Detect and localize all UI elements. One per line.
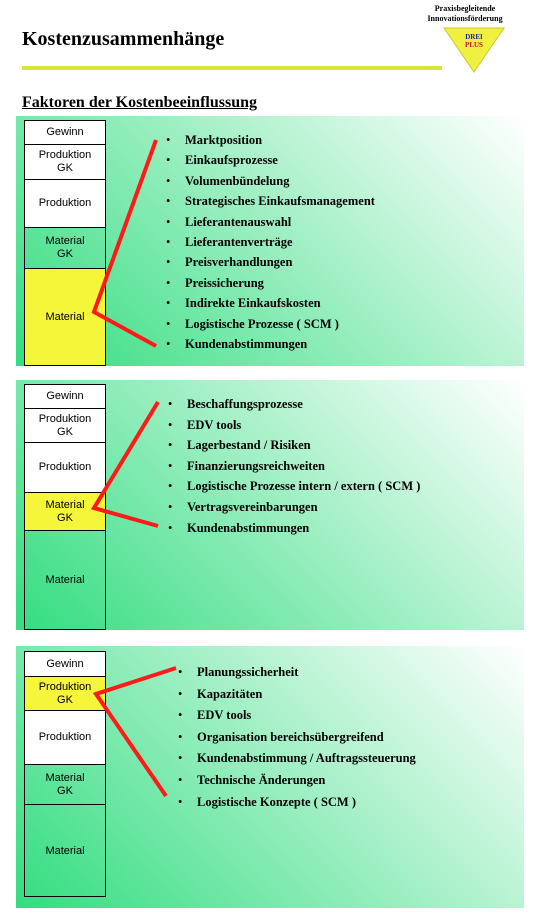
title-underline-rule <box>22 66 442 70</box>
segment-label: Material <box>45 845 85 857</box>
list-item: • Kundenabstimmungen <box>168 518 420 539</box>
logo-label <box>442 33 506 49</box>
list-item: • Vertragsvereinbarungen <box>168 497 420 518</box>
segment-label: Produktion <box>38 680 92 693</box>
organization-label <box>420 4 510 24</box>
segment-label: Gewinn <box>46 126 84 138</box>
list-item: • Indirekte Einkaufskosten <box>166 293 375 313</box>
cost-factor-panel-material <box>16 116 524 366</box>
segment-label: Material <box>45 498 85 511</box>
list-item: • Marktposition <box>166 130 375 150</box>
factor-list <box>166 130 375 354</box>
segment-label: Material <box>45 310 85 323</box>
list-item: • Einkaufsprozesse <box>166 150 375 170</box>
organization-line-1: Praxisbegleitende <box>434 4 496 13</box>
list-item: • Lieferantenauswahl <box>166 212 375 232</box>
list-item: • Kundenabstimmung / Auftragssteuerung <box>178 748 416 770</box>
logo-line-1: DREI <box>465 33 483 41</box>
segment-label-line-2: GK <box>57 693 73 706</box>
list-item: • Lieferantenverträge <box>166 232 375 252</box>
factor-list <box>168 394 420 538</box>
cost-factor-panel-material-gk <box>16 380 524 630</box>
logo-line-2: PLUS <box>465 41 483 49</box>
list-item: • EDV tools <box>178 705 416 727</box>
cost-factor-panel-produktion-gk <box>16 646 524 908</box>
list-item: • Logistische Prozesse ( SCM ) <box>166 314 375 334</box>
list-item: • Preisverhandlungen <box>166 252 375 272</box>
list-item: • Preissicherung <box>166 273 375 293</box>
segment-label-line-2: GK <box>57 162 73 174</box>
segment-label: Gewinn <box>46 657 84 670</box>
segment-label: Produktion <box>38 461 92 473</box>
segment-label: Material <box>45 771 85 784</box>
segment-label: Produktion <box>38 197 92 209</box>
segment-label-line-2: GK <box>57 511 73 524</box>
segment-label-line-2: GK <box>57 248 73 260</box>
page-title: Kostenzusammenhänge <box>22 28 225 50</box>
segment-label-line-2: GK <box>57 425 73 438</box>
list-item: • Strategisches Einkaufsmanagement <box>166 191 375 211</box>
list-item: • Logistische Konzepte ( SCM ) <box>178 792 416 814</box>
list-item: • Beschaffungsprozesse <box>168 394 420 415</box>
list-item: • Kapazitäten <box>178 684 416 706</box>
list-item: • Organisation bereichsübergreifend <box>178 727 416 749</box>
list-item: • Logistische Prozesse intern / extern ( SCM ) <box>168 476 420 497</box>
organization-line-2: Innovationsförderung <box>427 14 503 23</box>
segment-label: Material <box>45 235 85 247</box>
segment-label: Produktion <box>38 412 92 425</box>
segment-label: Gewinn <box>46 390 84 402</box>
list-item: • EDV tools <box>168 415 420 436</box>
segment-label: Produktion <box>38 731 92 743</box>
section-heading: Faktoren der Kostenbeeinflussung <box>22 94 257 111</box>
segment-label-line-2: GK <box>57 784 73 797</box>
segment-label: Produktion <box>38 149 92 161</box>
list-item: • Finanzierungsreichweiten <box>168 456 420 477</box>
list-item: • Kundenabstimmungen <box>166 334 375 354</box>
list-item: • Technische Änderungen <box>178 770 416 792</box>
list-item: • Planungssicherheit <box>178 662 416 684</box>
list-item: • Lagerbestand / Risiken <box>168 435 420 456</box>
factor-list <box>178 662 416 813</box>
list-item: • Volumenbündelung <box>166 171 375 191</box>
segment-label: Material <box>45 573 85 586</box>
